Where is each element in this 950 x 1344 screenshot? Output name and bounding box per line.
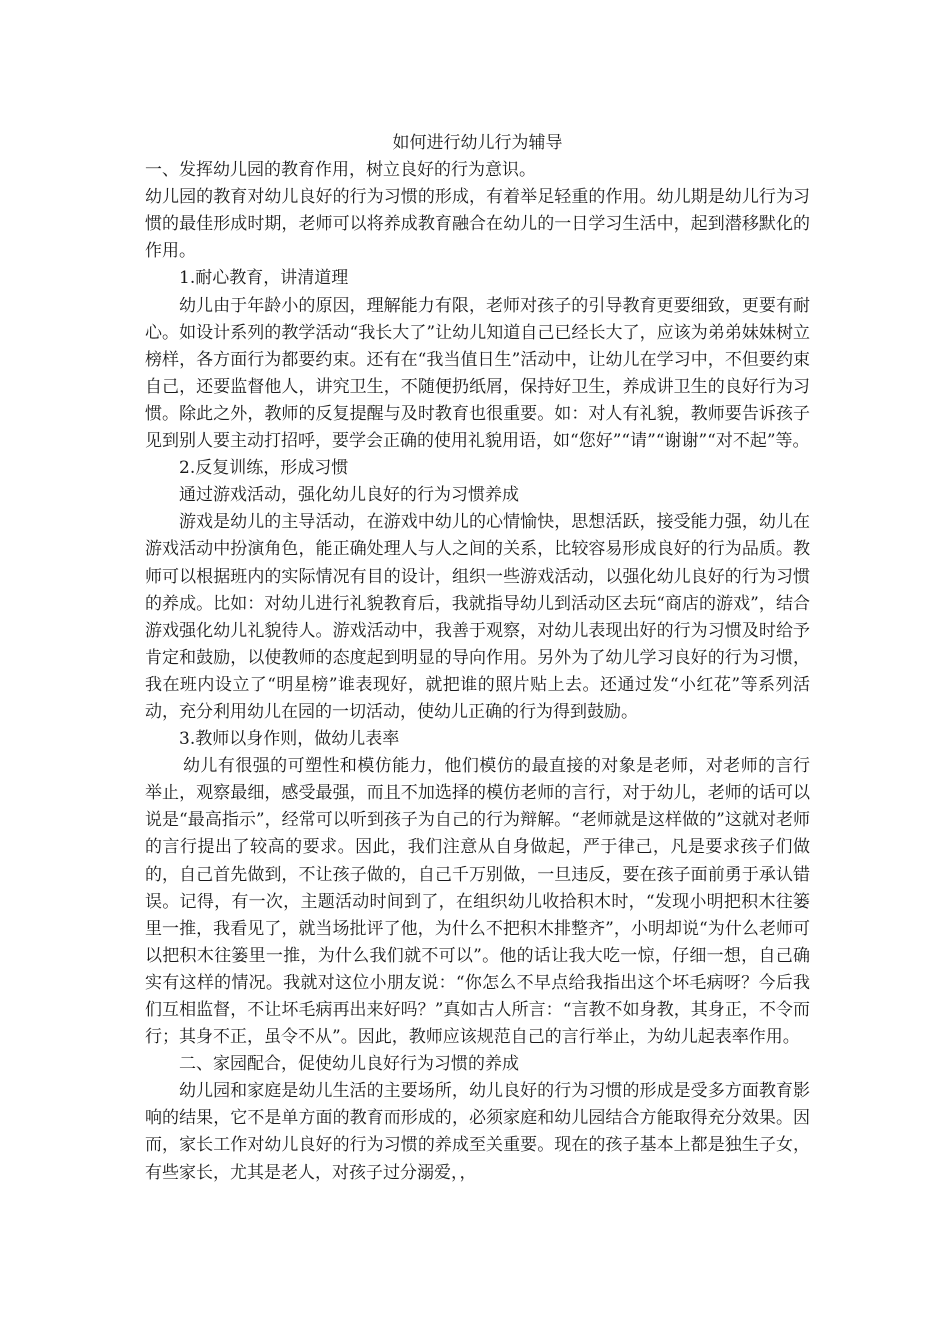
subsection2-heading: 2.反复训练，形成习惯 <box>179 458 349 479</box>
section2-heading: 二、家园配合，促使幼儿良好行为习惯的养成 <box>179 1054 519 1075</box>
subsection2-lead: 通过游戏活动，强化幼儿良好的行为习惯养成 <box>179 485 519 506</box>
document-body <box>145 130 810 1187</box>
section1-heading: 一、发挥幼儿园的教育作用，树立良好的行为意识。 <box>145 160 536 181</box>
section2-paragraph: 幼儿园和家庭是幼儿生活的主要场所，幼儿良好的行为习惯的形成是受多方面教育影响的结果，它不是单方面的教育而形成的，必须家庭和幼儿园结合方能取得充分效果。因而，家长工作对幼儿良好的行为习惯的养成至关重要。现在的孩子基本上都是独生子女，有些家长，尤其是老人，对孩子过分溺爱，， <box>145 1081 810 1183</box>
subsection2-paragraph: 游戏是幼儿的主导活动，在游戏中幼儿的心情愉快，思想活跃，接受能力强，幼儿在游戏活动中扮演角色，能正确处理人与人之间的关系，比较容易形成良好的行为品质。教师可以根据班内的实际情况有目的设计，组织一些游戏活动，以强化幼儿良好的行为习惯的养成。比如：对幼儿进行礼貌教育后，我就指导幼儿到活动区去玩“商店的游戏”，结合游戏强化幼儿礼貌待人。游戏活动中，我善于观察，对幼儿表现出好的行为习惯及时给予肯定和鼓励，以使教师的态度起到明显的导向作用。另外为了幼儿学习良好的行为习惯，我在班内设立了“明星榜”谁表现好，就把谁的照片贴上去。还通过发“小红花”等系列活动，充分利用幼儿在园的一切活动，使幼儿正确的行为得到鼓励。 <box>145 512 810 722</box>
document-title: 如何进行幼儿行为辅导 <box>392 133 563 153</box>
section1-intro-paragraph: 幼儿园的教育对幼儿良好的行为习惯的形成，有着举足轻重的作用。幼儿期是幼儿行为习惯的最佳形成时期，老师可以将养成教育融合在幼儿的一日学习生活中，起到潜移默化的作用。 <box>145 187 810 262</box>
subsection1-paragraph: 幼儿由于年龄小的原因，理解能力有限，老师对孩子的引导教育更要细致，更要有耐心。如设计系列的教学活动“我长大了”让幼儿知道自己已经长大了，应该为弟弟妹妹树立榜样，各方面行为都要约束。还有在“我当值日生”活动中，让幼儿在学习中，不但要约束自己，还要监督他人，讲究卫生，不随便扔纸屑，保持好卫生，养成讲卫生的良好行为习惯。除此之外，教师的反复提醒与及时教育也很重要。如：对人有礼貌，教师要告诉孩子见到别人要主动打招呼，要学会正确的使用礼貌用语，如“您好”“请”“谢谢”“对不起”等。 <box>145 295 810 452</box>
subsection3-paragraph: 幼儿有很强的可塑性和模仿能力，他们模仿的最直接的对象是老师，对老师的言行举止，观察最细，感受最强，而且不加选择的模仿老师的言行，对于幼儿，老师的话可以说是“最高指示”，经常可以听到孩子为自己的行为辩解。“老师就是这样做的”这就对老师的言行提出了较高的要求。因此，我们注意从自身做起，严于律己，凡是要求孩子们做的，自己首先做到，不让孩子做的，自己千万别做，一旦违反，要在孩子面前勇于承认错误。记得，有一次，主题活动时间到了，在组织幼儿收拾积木时，“发现小明把积木往篓里一推，我看见了，就当场批评了他，为什么不把积木排整齐”，小明却说“为什么老师可以把积木往篓里一推，为什么我们就不可以”。他的话让我大吃一惊，仔细一想，自己确实有这样的情况。我就对这位小朋友说：“你怎么不早点给我指出这个坏毛病呀？今后我们互相监督，不让坏毛病再出来好吗？”真如古人所言：“言教不如身教，其身正，不令而行；其身不正，虽令不从”。因此，教师应该规范自己的言行举止，为幼儿起表率作用。 <box>145 756 810 1048</box>
subsection3-heading: 3.教师以身作则，做幼儿表率 <box>179 729 400 750</box>
subsection1-heading: 1.耐心教育，讲清道理 <box>179 268 349 289</box>
